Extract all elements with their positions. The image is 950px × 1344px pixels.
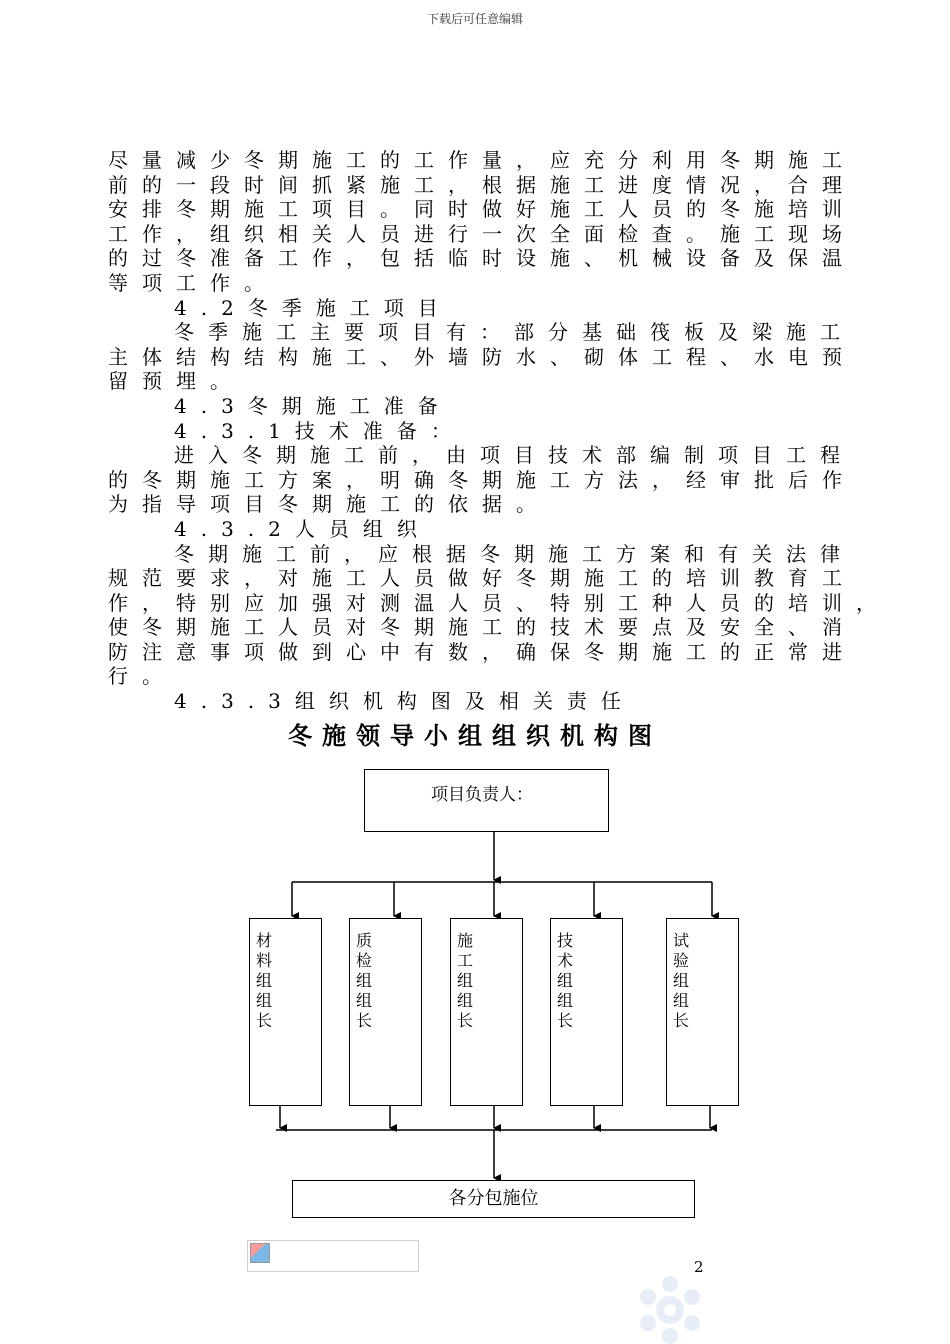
body-line: 的冬期施工方案，明确冬期施工方法，经审批后作 [108,467,856,492]
project-leader-box [364,769,609,832]
construction-team-box [450,918,523,1106]
quality-team-label: 质检组组长 [356,931,373,1030]
body-line: 规范要求，对施工人员做好冬期施工的培训教育工 [108,566,856,591]
testing-team-box [666,918,739,1106]
construction-team-label: 施工组组长 [457,931,474,1030]
section-heading: 4.3.2人员组织 [174,516,431,541]
technical-team-box [550,918,623,1106]
technical-team-label: 技术组组长 [557,931,574,1030]
body-line: 留预埋。 [108,369,244,394]
materials-team-label: 材料组组长 [256,931,273,1030]
broken-image-placeholder [247,1240,419,1272]
body-line: 尽量减少冬期施工的工作量，应充分利用冬期施工 [108,148,856,172]
body-line: 使冬期施工人员对冬期施工的技术要点及安全、消 [108,615,856,640]
section-heading: 4.3冬期施工准备 [174,393,452,418]
page-header: 下载后可任意编辑 [426,12,523,26]
body-line: 等项工作。 [108,270,278,295]
section-heading: 4.2冬季施工项目 [174,295,452,320]
body-line: 工作，组织相关人员进行一次全面检查。施工现场 [108,221,856,246]
body-line: 的过冬准备工作，包括临时设施、机械设备及保温 [108,246,856,271]
body-line: 冬期施工前，应根据冬期施工方案和有关法律 [174,541,854,566]
body-line: 为指导项目冬期施工的依据。 [108,492,550,517]
body-line: 行。 [108,664,176,689]
body-line: 防注意事项做到心中有数，确保冬期施工的正常进 [108,639,856,664]
broken-image-icon [250,1243,270,1263]
quality-team-box [349,918,422,1106]
body-line: 主体结构结构施工、外墙防水、砌体工程、水电预 [108,344,856,369]
body-line: 进入冬期施工前，由项目技术部编制项目工程 [174,443,854,468]
page-number: 2 [694,1258,704,1276]
section-heading: 4.3.1技术准备： [174,418,465,443]
body-line: 前的一段时间抓紧施工，根据施工进度情况，合理 [108,172,856,197]
testing-team-label: 试验组组长 [673,931,690,1030]
materials-team-box [249,918,322,1106]
body-line: 作，特别应加强对测温人员、特别工种人员的培训， [108,590,890,615]
project-leader-label: 项目负责人： [431,785,533,805]
body-line: 冬季施工主要项目有：部分基础筏板及梁施工 [174,320,854,345]
org-chart-title: 冬施领导小组组织机构图 [288,722,662,750]
body-line: 安排冬期施工项目。同时做好施工人员的冬施培训 [108,197,856,222]
snowflake-watermark-icon [630,1270,710,1344]
subcontractors-box: 各分包施位 [292,1180,695,1218]
section-heading: 4.3.3组织机构图及相关责任 [174,689,635,714]
